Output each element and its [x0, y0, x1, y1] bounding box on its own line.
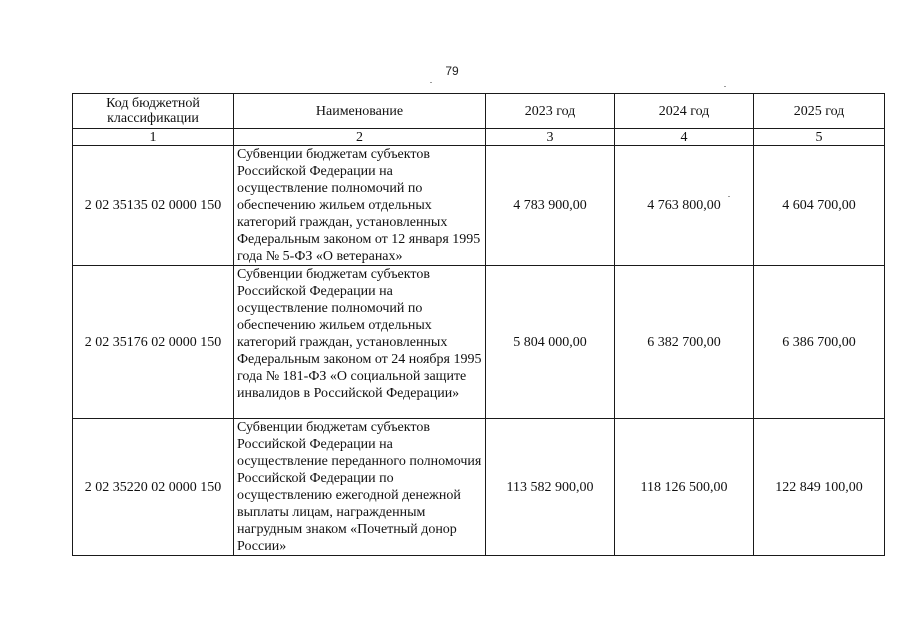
table-row [73, 266, 885, 419]
header-row [73, 94, 885, 129]
amount-2023-cell: 113 582 900,00 [486, 419, 615, 556]
budget-revenue-table [72, 93, 885, 556]
amount-2024-cell: 118 126 500,00 [615, 419, 754, 556]
page-number: 79 [445, 64, 459, 78]
budget-code-cell: 2 02 35220 02 0000 150 [73, 419, 234, 556]
header-2025: 2025 год [754, 94, 885, 129]
column-number: 1 [73, 129, 234, 146]
scan-speck [430, 82, 432, 83]
table-row [73, 419, 885, 556]
header-2024: 2024 год [615, 94, 754, 129]
budget-code-cell: 2 02 35135 02 0000 150 [73, 146, 234, 266]
column-number: 4 [615, 129, 754, 146]
header-2023: 2023 год [486, 94, 615, 129]
header-name: Наименование [234, 94, 486, 129]
amount-2025-cell: 6 386 700,00 [754, 266, 885, 419]
description-cell: Субвенции бюджетам субъектов Российской Федерации на осуществление полномочий по обеспечению жильем отдельных категорий граждан, установленных Федеральным законом от 12 января 1995 года № 5-ФЗ «О ветеранах» [234, 146, 486, 266]
budget-code-cell: 2 02 35176 02 0000 150 [73, 266, 234, 419]
amount-2024-cell: 4 763 800,00 [615, 146, 754, 266]
amount-2024-cell: 6 382 700,00 [615, 266, 754, 419]
column-number-row [73, 129, 885, 146]
amount-2023-cell: 5 804 000,00 [486, 266, 615, 419]
table-row [73, 146, 885, 266]
column-number: 5 [754, 129, 885, 146]
description-cell: Субвенции бюджетам субъектов Российской Федерации на осуществление полномочий по обеспечению жильем отдельных категорий граждан, установленных Федеральным законом от 24 ноября 1995 года № 181-ФЗ «О социальной защите инвалидов в Российской Федерации» [234, 266, 486, 419]
description-cell: Субвенции бюджетам субъектов Российской Федерации на осуществление переданного полномочия Российской Федерации по осуществлению ежегодной денежной выплаты лицам, награжденным нагрудным знаком «Почетный донор России» [234, 419, 486, 556]
header-code: Код бюджетной классификации [73, 94, 234, 129]
amount-2025-cell: 4 604 700,00 [754, 146, 885, 266]
column-number: 2 [234, 129, 486, 146]
column-number: 3 [486, 129, 615, 146]
amount-2023-cell: 4 783 900,00 [486, 146, 615, 266]
scan-speck [724, 86, 726, 87]
amount-2025-cell: 122 849 100,00 [754, 419, 885, 556]
